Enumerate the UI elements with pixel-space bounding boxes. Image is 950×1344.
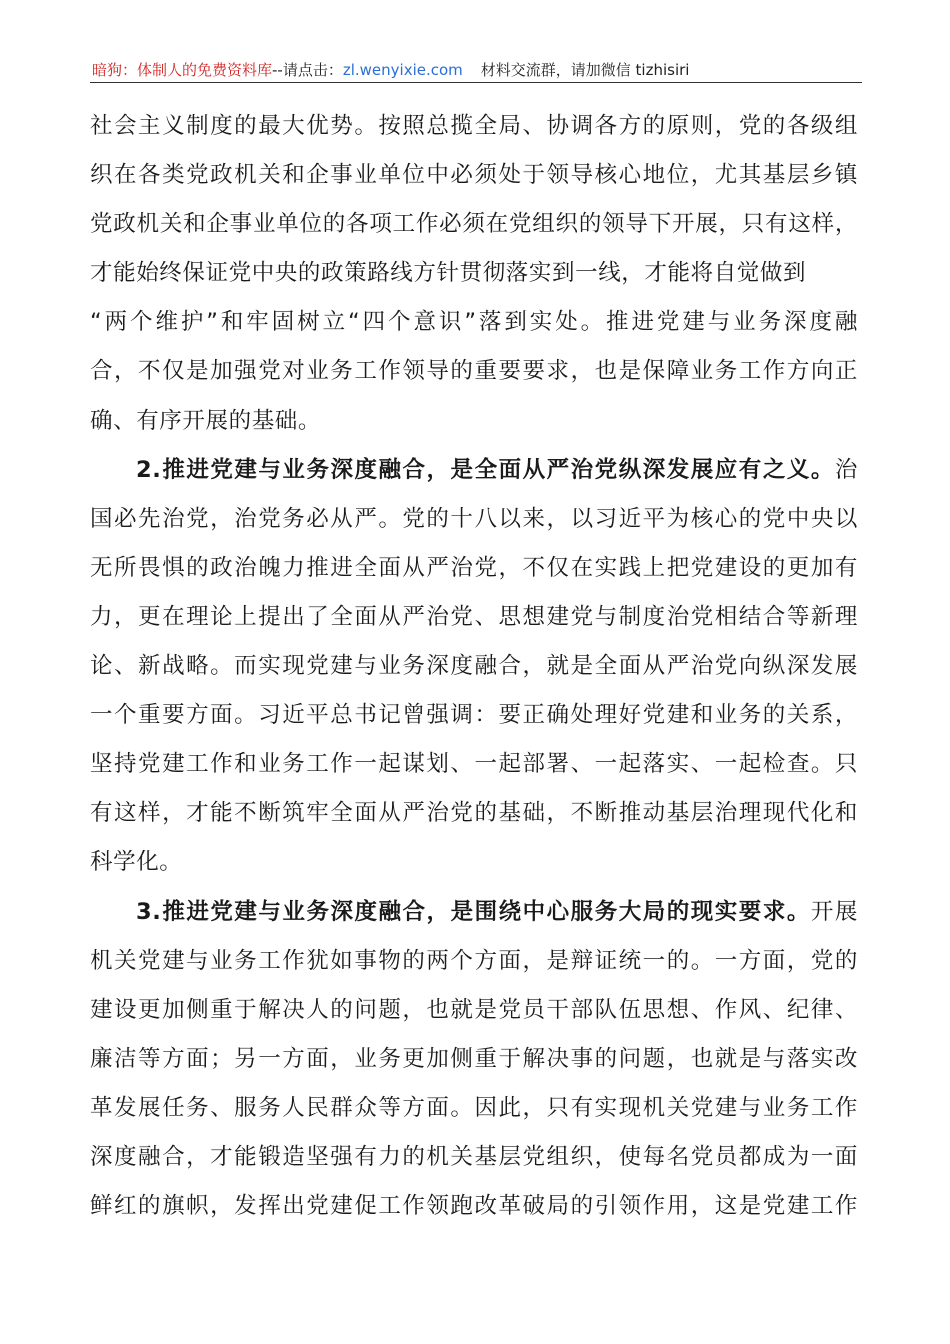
text-line: 坚持党建工作和业务工作一起谋划、一起部署、一起落实、一起检查。只 — [90, 751, 858, 778]
text-line: 建设更加侧重于解决人的问题，也就是党员干部队伍思想、作风、纪律、 — [90, 996, 858, 1023]
paragraph-heading: 3.推进党建与业务深度融合，是围绕中心服务大局的现实要求。 — [136, 898, 811, 925]
text-line: 鲜红的旗帜，发挥出党建促工作领跑改革破局的引领作用，这是党建工作 — [90, 1193, 858, 1220]
text-run: 开展 — [810, 898, 858, 925]
text-line: 机关党建与业务工作犹如事物的两个方面，是辩证统一的。一方面，党的 — [90, 947, 858, 974]
text-run: 治 — [834, 456, 858, 483]
header-contact: 材料交流群，请加微信 tizhisiri — [480, 61, 690, 79]
text-line: 国必先治党，治党务必从严。党的十八以来，以习近平为核心的党中央以 — [90, 505, 858, 532]
header-brand: 暗狗：体制人的免费资料库 — [92, 61, 273, 79]
text-line: 社会主义制度的最大优势。按照总揽全局、协调各方的原则，党的各级组 — [90, 113, 858, 139]
text-line: “两个维护”和牢固树立“四个意识”落到实处。推进党建与业务深度融 — [90, 309, 858, 336]
paragraph-first-line — [90, 446, 858, 495]
text-line: 才能始终保证党中央的政策路线方针贯彻落实到一线，才能将自觉做到 — [90, 260, 807, 287]
text-line: 织在各类党政机关和企事业单位中必须处于领导核心地位，尤其基层乡镇 — [90, 162, 858, 189]
text-line: 力，更在理论上提出了全面从严治党、思想建党与制度治党相结合等新理 — [90, 603, 858, 630]
header-prompt: --请点击： — [272, 61, 343, 79]
paragraph-heading: 2.推进党建与业务深度融合，是全面从严治党纵深发展应有之义。 — [136, 456, 835, 483]
text-line: 确、有序开展的基础。 — [90, 407, 322, 434]
text-line: 革发展任务、服务人民群众等方面。因此，只有实现机关党建与业务工作 — [90, 1094, 858, 1121]
text-line: 无所畏惧的政治魄力推进全面从严治党，不仅在实践上把党建设的更加有 — [90, 554, 858, 581]
text-line: 一个重要方面。习近平总书记曾强调：要正确处理好党建和业务的关系， — [90, 702, 858, 729]
text-line: 有这样，才能不断筑牢全面从严治党的基础，不断推动基层治理现代化和 — [90, 800, 858, 827]
text-line: 廉洁等方面；另一方面，业务更加侧重于解决事的问题，也就是与落实改 — [90, 1045, 858, 1072]
header-divider — [90, 82, 862, 83]
text-line: 科学化。 — [90, 849, 183, 876]
page-header — [92, 58, 860, 82]
text-line: 党政机关和企事业单位的各项工作必须在党组织的领导下开展，只有这样， — [90, 211, 858, 238]
paragraph-1 — [90, 102, 858, 446]
header-site-link[interactable]: zl.wenyixie.com — [342, 61, 463, 79]
paragraph-3 — [90, 888, 858, 1232]
text-line: 论、新战略。而实现党建与业务深度融合，就是全面从严治党向纵深发展 — [90, 653, 858, 680]
paragraph-2 — [90, 446, 858, 888]
text-line: 合，不仅是加强党对业务工作领导的重要要求，也是保障业务工作方向正 — [90, 358, 858, 385]
document-body — [90, 102, 858, 1231]
text-line: 深度融合，才能锻造坚强有力的机关基层党组织，使每名党员都成为一面 — [90, 1143, 858, 1170]
paragraph-first-line — [90, 888, 858, 937]
